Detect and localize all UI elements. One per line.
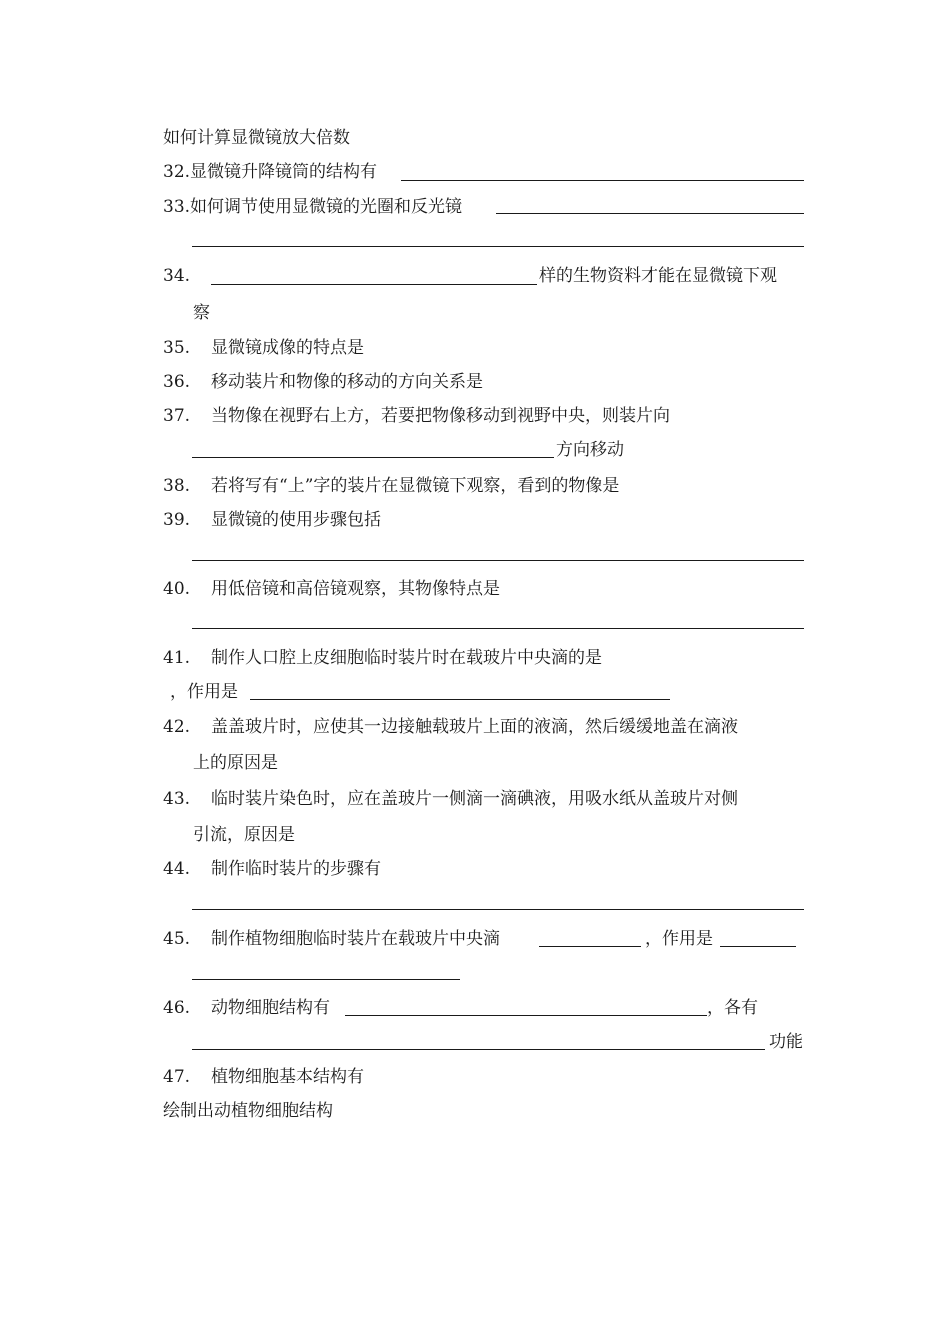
question-46-middle: ，各有 [707,998,758,1018]
answer-blank-45a[interactable] [539,946,641,947]
question-38: 若将写有“上”字的装片在显微镜下观察，看到的物像是 [211,476,620,496]
answer-blank-41[interactable] [250,699,670,700]
question-41-continuation: ，作用是 [170,682,238,702]
question-45: 制作植物细胞临时装片在载玻片中央滴 [211,929,500,949]
question-40: 用低倍镜和高倍镜观察，其物像特点是 [211,579,500,599]
answer-blank-45b[interactable] [720,946,796,947]
question-35: 显微镜成像的特点是 [211,338,364,358]
answer-blank-46a[interactable] [345,1015,707,1016]
question-43-number: 43. [163,789,191,809]
answer-blank-46b[interactable] [192,1049,765,1050]
question-37-continuation: 方向移动 [556,440,624,460]
question-37-number: 37. [163,406,191,426]
question-39: 显微镜的使用步骤包括 [211,510,381,530]
outro-line: 绘制出动植物细胞结构 [163,1101,333,1121]
question-36: 移动装片和物像的移动的方向关系是 [211,372,483,392]
question-46-end: 功能 [769,1032,803,1052]
answer-blank-33b[interactable] [192,246,804,247]
question-46: 动物细胞结构有 [211,998,330,1018]
answer-blank-34[interactable] [211,284,537,285]
answer-blank-40[interactable] [192,628,804,629]
question-43: 临时装片染色时，应在盖玻片一侧滴一滴碘液，用吸水纸从盖玻片对侧 [211,789,738,809]
question-47: 植物细胞基本结构有 [211,1067,364,1087]
question-40-number: 40. [163,579,191,599]
question-41: 制作人口腔上皮细胞临时装片时在载玻片中央滴的是 [211,648,602,668]
question-34-number: 34. [163,266,191,286]
question-34: 样的生物资料才能在显微镜下观 [539,266,777,286]
question-46-number: 46. [163,998,191,1018]
question-45-middle: ，作用是 [645,929,713,949]
question-39-number: 39. [163,510,191,530]
question-35-number: 35. [163,338,191,358]
question-44-number: 44. [163,859,191,879]
question-45-number: 45. [163,929,191,949]
answer-blank-32[interactable] [401,180,804,181]
question-32: 32.显微镜升降镜筒的结构有 [163,162,378,182]
question-42: 盖盖玻片时，应使其一边接触载玻片上面的液滴，然后缓缓地盖在滴液 [211,717,738,737]
question-43-continuation: 引流，原因是 [193,825,295,845]
answer-blank-33a[interactable] [496,213,804,214]
answer-blank-45c[interactable] [192,979,460,980]
question-41-number: 41. [163,648,191,668]
answer-blank-37[interactable] [192,457,554,458]
question-37: 当物像在视野右上方，若要把物像移动到视野中央，则装片向 [211,406,670,426]
question-38-number: 38. [163,476,191,496]
intro-line: 如何计算显微镜放大倍数 [163,128,350,148]
question-44: 制作临时装片的步骤有 [211,859,381,879]
answer-blank-44[interactable] [192,909,804,910]
answer-blank-39[interactable] [192,560,804,561]
question-42-number: 42. [163,717,191,737]
question-36-number: 36. [163,372,191,392]
question-33: 33.如何调节使用显微镜的光圈和反光镜 [163,197,463,217]
question-47-number: 47. [163,1067,191,1087]
question-34-continuation: 察 [193,303,210,323]
question-42-continuation: 上的原因是 [193,753,278,773]
